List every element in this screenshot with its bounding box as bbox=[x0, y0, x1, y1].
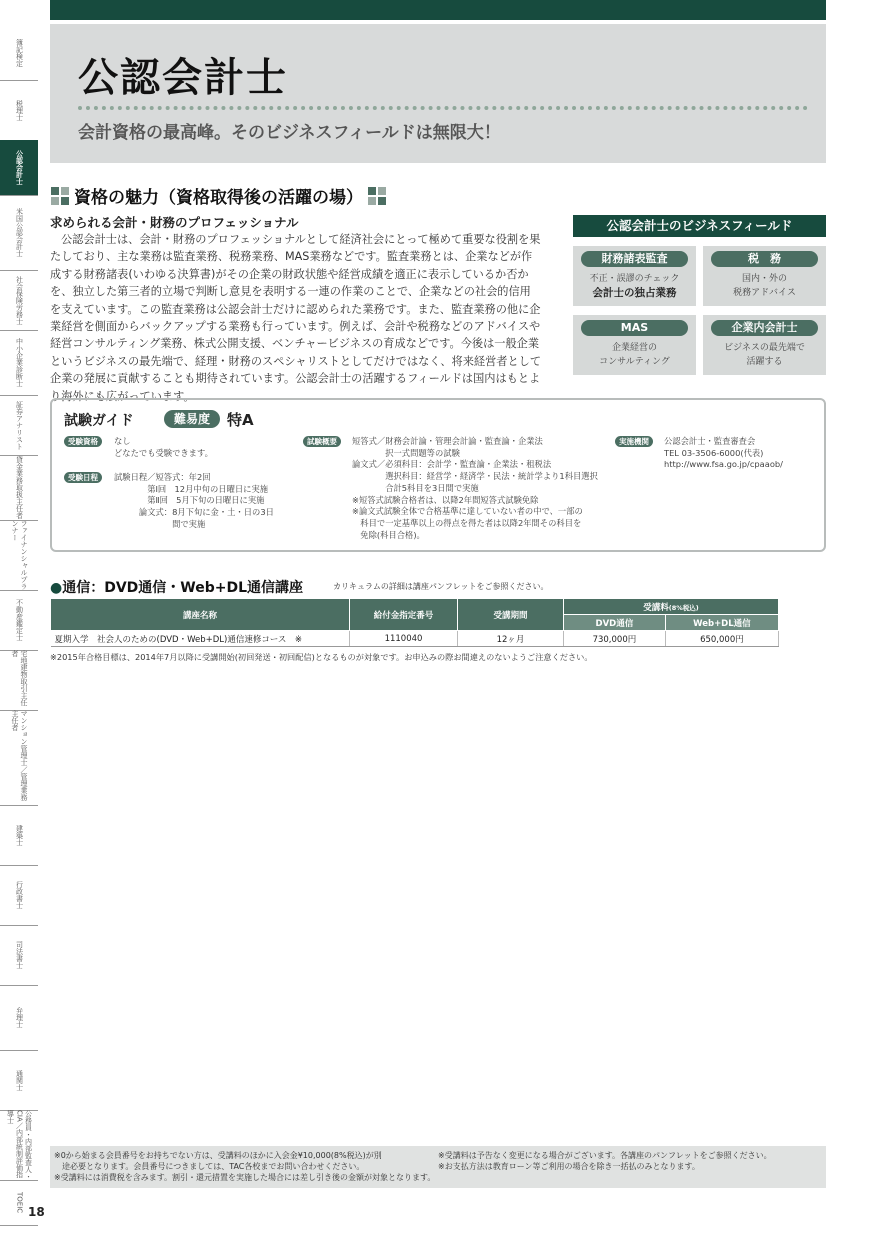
field-box-in-house bbox=[703, 315, 826, 375]
square-ornament-icon bbox=[50, 186, 70, 206]
field-line1: 国内・外の bbox=[741, 274, 787, 284]
header-top-bar bbox=[50, 0, 826, 20]
side-tab-label: 弁理士 bbox=[15, 1007, 24, 1028]
side-tab[interactable] bbox=[0, 25, 38, 81]
side-tab[interactable] bbox=[0, 865, 38, 926]
side-tab[interactable] bbox=[0, 140, 38, 196]
side-tab[interactable] bbox=[0, 195, 38, 271]
bullet-icon: ● bbox=[50, 580, 63, 596]
side-tab[interactable] bbox=[0, 710, 38, 806]
difficulty-badge: 難易度 bbox=[164, 410, 220, 428]
side-tab-label: マンション管理士／管理業務主任者 bbox=[11, 710, 28, 801]
organization-tag: 実施機関 bbox=[615, 436, 653, 447]
footer-note: 途必要となります。会員番号につきましては、TAC各校までお問い合わせください。 bbox=[54, 1162, 365, 1171]
field-box-audit bbox=[573, 246, 696, 306]
business-field-title: 公認会計士のビジネスフィールド bbox=[573, 215, 826, 237]
side-tab-label: 簿記検定 bbox=[15, 38, 24, 67]
field-line1: ビジネスの最先端で bbox=[724, 343, 805, 353]
lead-body: 公認会計士は、会計・財務のプロフェッショナルとして経済社会にとって極めて重要な役割を果たしており、主な業務は監査業務、税務業務、MAS業務などです。監査業務とは、企業などが作成する財務諸表(いわゆる決算書)がその企業の財政状態や経営成績を適正に表示しているか否かを、独立した第三者的立場で判断し意見を表明する一連の作業のことで、企業などの社会的信用を支えています。この監査業務は公認会計士だけに認められた業務です。また、監査業務の他に企業経営を側面からバックアップする業務も行っています。例えば、会計や税務などのアドバイスや経営コンサルティング業務、株式公開支援、ベンチャービジネスの育成などです。今後は一般企業というビジネスの最先端で、経理・財務のスペシャリストとしてだけではなく、将来経営者として企業の発展に貢献することも期待されています。公認会計士の活躍するフィールドは国内はもとより海外にも広がっています。 bbox=[50, 233, 542, 403]
side-tab-label: 証券アナリスト bbox=[15, 400, 24, 450]
side-tab-label: 司法書士 bbox=[15, 941, 24, 969]
course-name: 夏期入学 社会人のための(DVD・Web+DL)通信速修コース ※ bbox=[51, 631, 350, 647]
side-tab-label: ファイナンシャルプランナー bbox=[11, 520, 28, 590]
header-panel bbox=[50, 24, 826, 163]
footer-note: ※0から始まる会員番号をお持ちでない方は、受講料のほかに入会金¥10,000(8%税込)が別 bbox=[54, 1151, 382, 1160]
organization-text: 公認会計士・監査審査会 TEL 03-3506-6000(代表) http://www.fsa.go.jp/cpaaob/ bbox=[664, 436, 783, 470]
fee-table bbox=[50, 598, 779, 647]
side-tab[interactable] bbox=[0, 1110, 38, 1181]
side-tab-label: 建築士 bbox=[15, 824, 24, 846]
side-tab-label: 公認会計士 bbox=[15, 150, 24, 185]
side-tab[interactable] bbox=[0, 985, 38, 1051]
section-heading-appeal bbox=[50, 183, 387, 208]
dotted-divider bbox=[78, 106, 808, 110]
square-ornament-icon bbox=[367, 186, 387, 206]
field-line1: 不正・誤謬のチェック bbox=[589, 274, 680, 284]
side-tab[interactable] bbox=[0, 455, 38, 521]
overview-text: 短答式／財務会計論・管理会計論・監査論・企業法 択一式問題等の試験 論文式／必須科目：会計学・監査論・企業法・租税法 選択科目：経営学・経済学・民法・統計学より1科目選択 合計5科目を3日間で実施 ※短答式試験合格者は、以降2年間短答式試験免除 ※論文式試験全体で合格基準に達していない者の中で、一部の 科目で一定基準以上の得点を得た者は以降2年間その科目を 免除(科目合格)。 bbox=[352, 436, 598, 540]
column-header-fee: 受講料(8%税込) bbox=[564, 599, 779, 615]
side-tab[interactable] bbox=[0, 1180, 38, 1226]
footer-note: ※受講料は予告なく変更になる場合がございます。各講座のパンフレットをご参照ください。 bbox=[438, 1151, 772, 1160]
side-tab-label: 公務員・内部監査人・CIA／内部統制評価指導士 bbox=[6, 1110, 33, 1180]
course-code: 1110040 bbox=[350, 631, 458, 647]
side-tab[interactable] bbox=[0, 80, 38, 141]
side-tab-label: TOEIC bbox=[15, 1191, 24, 1214]
side-index-tabs bbox=[0, 0, 38, 1236]
column-header: 受講期間 bbox=[458, 599, 564, 631]
side-tab-label: 宅地建物取引主任者 bbox=[11, 650, 28, 706]
side-tab[interactable] bbox=[0, 650, 38, 711]
section-heading-text: 通信：DVD通信・Web+DL通信講座 bbox=[62, 580, 304, 596]
section-note: カリキュラムの詳細は講座パンフレットをご参照ください。 bbox=[333, 582, 549, 591]
side-tab[interactable] bbox=[0, 1050, 38, 1111]
side-tab[interactable] bbox=[0, 395, 38, 456]
exam-guide-box bbox=[50, 398, 826, 552]
side-tab-label: 通関士 bbox=[15, 1069, 24, 1091]
side-tab[interactable] bbox=[0, 330, 38, 396]
schedule-text: 試験日程／短答式：年2回 第Ⅰ回 12月中旬の日曜日に実施 第Ⅱ回 5月下旬の日曜日に実施 論文式：8月下旬に金・土・日の3日 間で実施 bbox=[114, 472, 274, 529]
course-period: 12ヶ月 bbox=[458, 631, 564, 647]
side-tab[interactable] bbox=[0, 590, 38, 651]
field-label: 企業内会計士 bbox=[711, 320, 818, 336]
column-header: 講座名称 bbox=[51, 599, 350, 631]
side-tab-label: 貸金業務取扱主任者 bbox=[15, 456, 24, 519]
section-heading-text: 資格の魅力（資格取得後の活躍の場） bbox=[74, 188, 363, 208]
qualification-text: なし どなたでも受験できます。 bbox=[114, 436, 213, 458]
column-header: DVD通信 bbox=[564, 615, 666, 631]
exam-guide-title: 試験ガイド bbox=[64, 413, 134, 429]
side-tab[interactable] bbox=[0, 925, 38, 986]
table-note: ※2015年合格目標は、2014年7月以降に受講開始(初回発送・初回配信)となるものが対象です。お申込みの際お間違えのないようご注意ください。 bbox=[50, 652, 593, 662]
qualification-tag: 受験資格 bbox=[64, 436, 102, 447]
footer-note: ※受講料には消費税を含みます。割引・還元措置を実施した場合には差し引き後の金額が対象となります。 bbox=[54, 1173, 436, 1182]
column-header: Web+DL通信 bbox=[665, 615, 778, 631]
side-tab-label: 中小企業診断士 bbox=[15, 338, 24, 387]
side-tab-label: 税理士 bbox=[15, 99, 24, 121]
page-subtitle: 会計資格の最高峰。そのビジネスフィールドは無限大！ bbox=[78, 123, 501, 143]
table-row bbox=[51, 631, 779, 647]
field-label: MAS bbox=[581, 320, 688, 336]
side-tab-label: 行政書士 bbox=[15, 881, 24, 909]
page-title: 公認会計士 bbox=[78, 55, 288, 101]
business-field-panel bbox=[573, 215, 826, 380]
footer-note: ※お支払方法は教育ローン等ご利用の場合を除き一括払のみとなります。 bbox=[438, 1162, 700, 1171]
difficulty-value: 特A bbox=[227, 411, 254, 429]
field-line2: コンサルティング bbox=[599, 357, 670, 367]
side-tab-label: 米国公認会計士 bbox=[15, 208, 24, 257]
section-heading-correspondence bbox=[50, 577, 303, 597]
field-line1: 企業経営の bbox=[611, 343, 657, 353]
side-tab[interactable] bbox=[0, 805, 38, 866]
side-tab-label: 社会保険労務士 bbox=[15, 275, 24, 325]
fee-dvd: 730,000円 bbox=[564, 631, 666, 647]
column-header: 給付金指定番号 bbox=[350, 599, 458, 631]
field-label: 財務諸表監査 bbox=[581, 251, 688, 267]
field-line2: 税務アドバイス bbox=[733, 288, 796, 298]
lead-heading: 求められる会計・財務のプロフェッショナル bbox=[50, 215, 299, 230]
field-line2: 活躍する bbox=[746, 357, 783, 367]
field-line2: 会計士の独占業務 bbox=[592, 287, 677, 299]
overview-tag: 試験概要 bbox=[303, 436, 341, 447]
footer-notes bbox=[50, 1146, 826, 1188]
side-tab-label: 不動産鑑定士 bbox=[15, 599, 24, 641]
field-box-tax bbox=[703, 246, 826, 306]
page-number: 18 bbox=[28, 1205, 45, 1219]
side-tab[interactable] bbox=[0, 270, 38, 331]
schedule-tag: 受験日程 bbox=[64, 472, 102, 483]
fee-web: 650,000円 bbox=[665, 631, 778, 647]
side-tab[interactable] bbox=[0, 520, 38, 591]
field-label: 税 務 bbox=[711, 251, 818, 267]
field-box-mas bbox=[573, 315, 696, 375]
